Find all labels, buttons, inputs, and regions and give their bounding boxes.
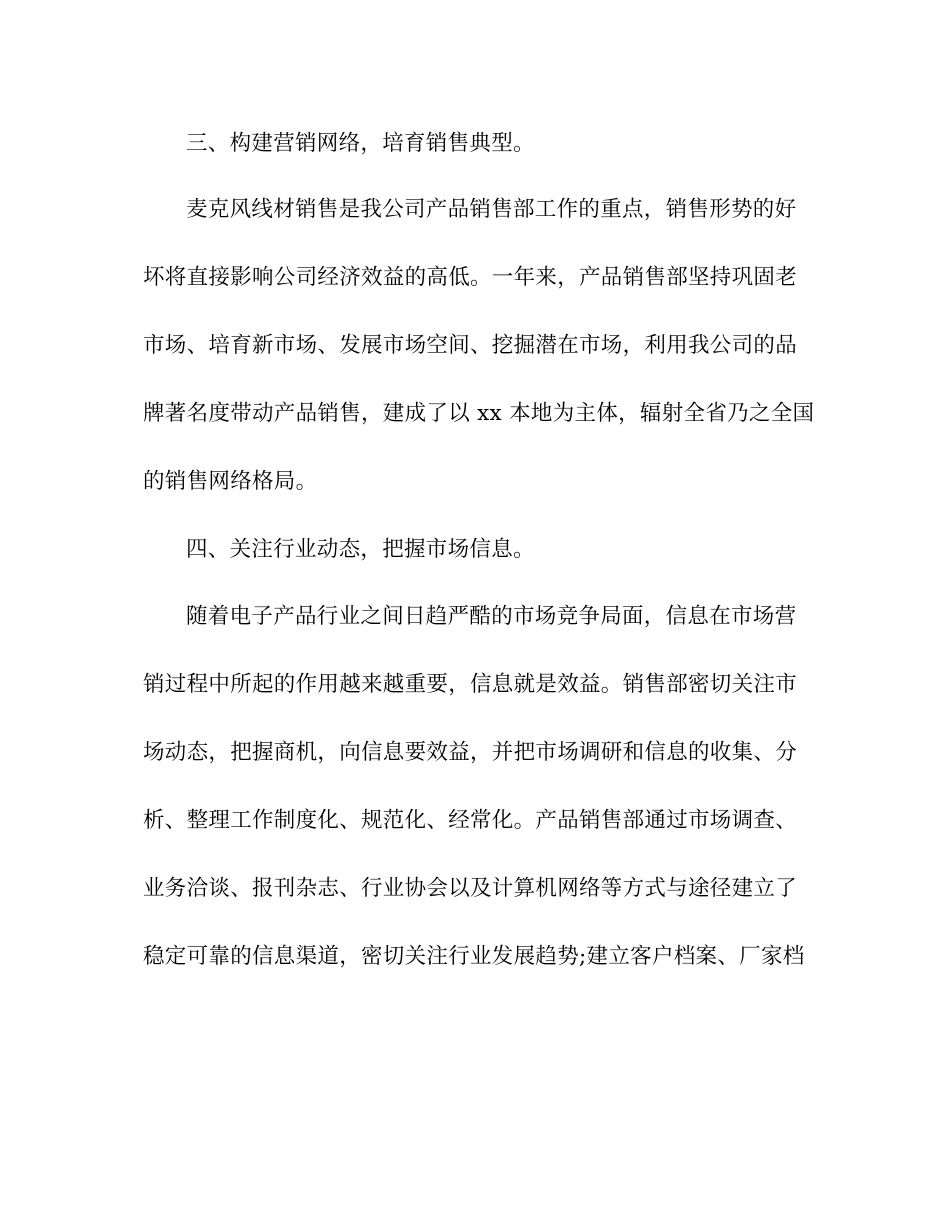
paragraph-line: 业务洽谈、报刊杂志、行业协会以及计算机网络等方式与途径建立了 — [143, 876, 798, 901]
paragraph-line: 场动态，把握商机，向信息要效益，并把市场调研和信息的收集、分 — [143, 740, 798, 765]
paragraph-line: 市场、培育新市场、发展市场空间、挖掘潜在市场，利用我公司的品 — [143, 333, 798, 358]
paragraph-line: 销过程中所起的作用越来越重要，信息就是效益。销售部密切关注市 — [143, 672, 798, 697]
paragraph-line: 随着电子产品行业之间日趋严酷的市场竞争局面，信息在市场营 — [186, 604, 797, 629]
paragraph-line: 的销售网络格局。 — [143, 469, 318, 494]
paragraph-line: 析、整理工作制度化、规范化、经常化。产品销售部通过市场调查、 — [143, 808, 798, 833]
paragraph-line: 坏将直接影响公司经济效益的高低。一年来，产品销售部坚持巩固老 — [143, 265, 798, 290]
section-heading-4: 四、关注行业动态，把握市场信息。 — [186, 537, 535, 562]
section-heading-3: 三、构建营销网络，培育销售典型。 — [186, 131, 535, 156]
paragraph-line: 稳定可靠的信息渠道，密切关注行业发展趋势;建立客户档案、厂家档 — [143, 944, 805, 969]
paragraph-line: 牌著名度带动产品销售，建成了以 xx 本地为主体，辐射全省乃之全国 — [143, 401, 815, 426]
paragraph-line: 麦克风线材销售是我公司产品销售部工作的重点，销售形势的好 — [186, 197, 797, 222]
